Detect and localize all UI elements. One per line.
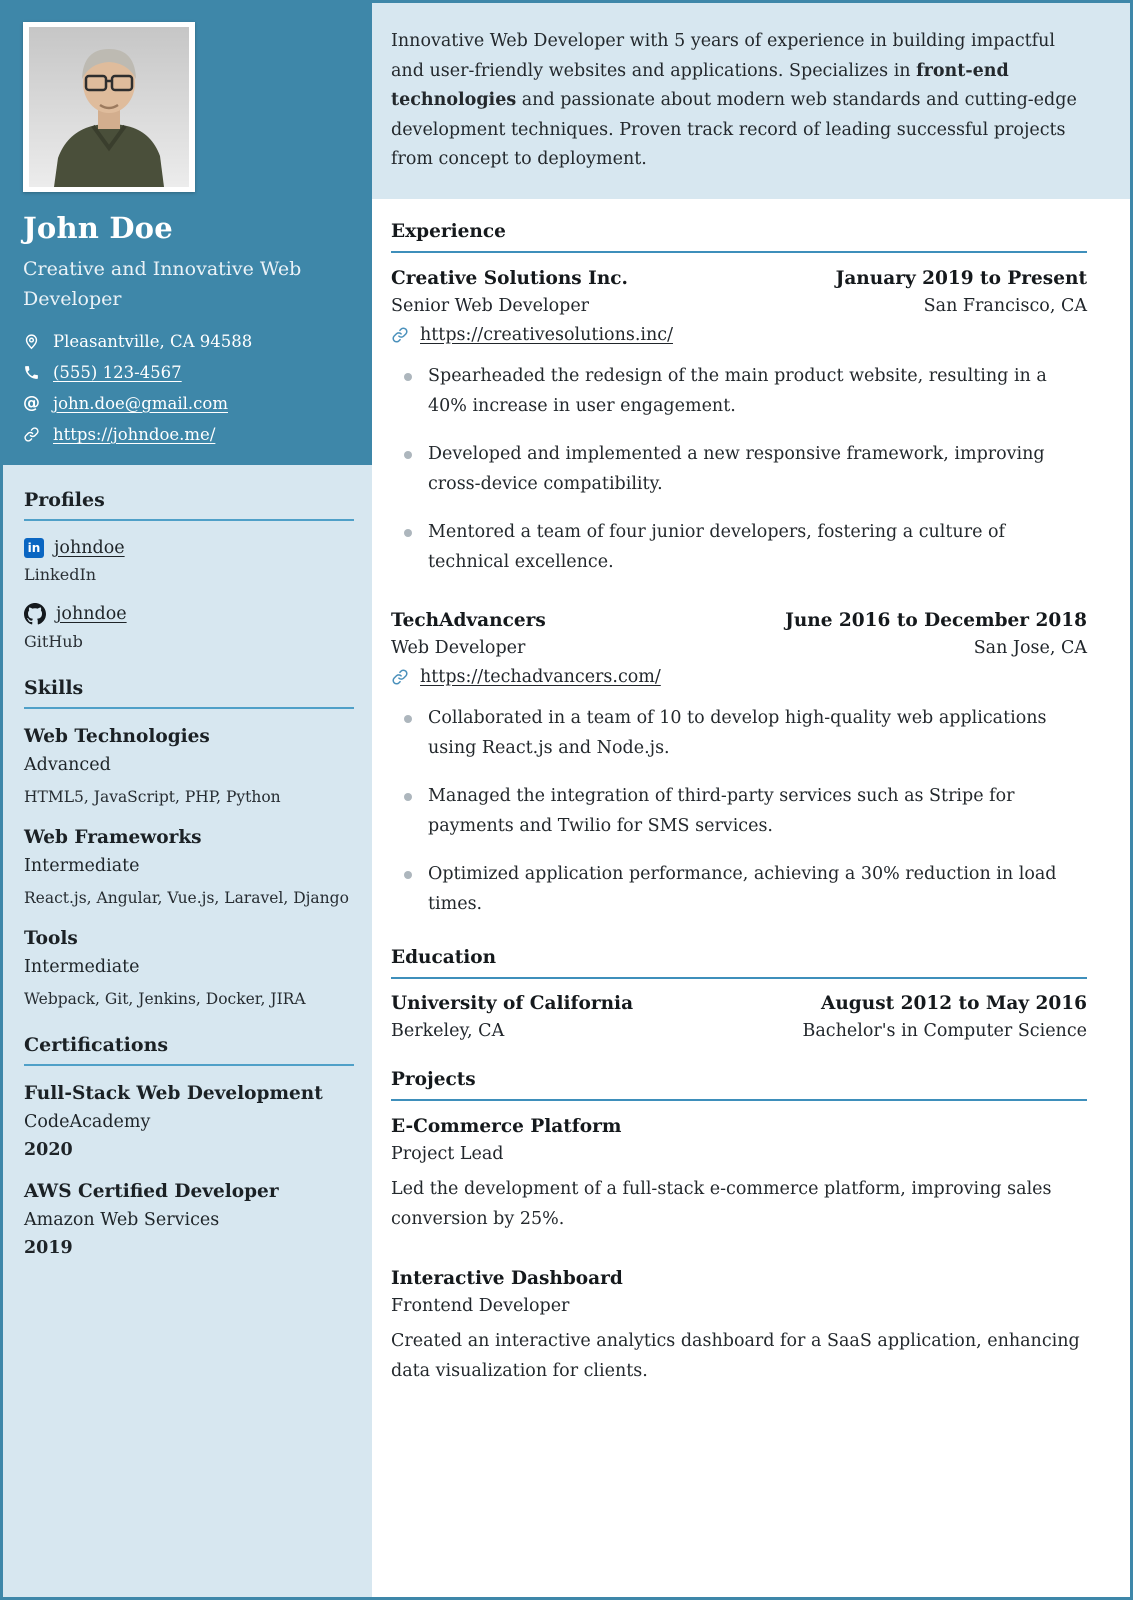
certification-name: Full-Stack Web Development xyxy=(24,1083,323,1104)
skill-name: Web Technologies xyxy=(24,726,210,747)
job-url-link[interactable]: https://techadvancers.com/ xyxy=(420,667,661,687)
job-highlights xyxy=(391,362,1087,577)
contact-phone xyxy=(23,363,352,382)
job-highlight: Developed and implemented a new responsive framework, improving cross-device compatibility. xyxy=(428,440,1087,499)
job-highlight: Collaborated in a team of 10 to develop high-quality web applications using React.js and Node.js. xyxy=(428,704,1087,763)
education-heading: Education xyxy=(391,947,1087,979)
skill-keywords: HTML5, JavaScript, PHP, Python xyxy=(24,788,281,806)
summary-bold-text: front-end technologies xyxy=(391,60,1009,110)
main-column xyxy=(372,3,1130,1597)
summary-box xyxy=(372,3,1130,199)
education-entry xyxy=(391,993,1087,1041)
contact-location-text: Pleasantville, CA 94588 xyxy=(53,332,253,351)
education-school: University of California xyxy=(391,993,634,1014)
profile-github xyxy=(24,603,354,651)
certification-item xyxy=(24,1083,354,1160)
job-company: TechAdvancers xyxy=(391,610,546,631)
project-role: Project Lead xyxy=(391,1144,504,1164)
main-content xyxy=(372,199,1130,1386)
profiles-section xyxy=(24,489,354,651)
linkedin-icon: in xyxy=(24,538,44,558)
linkedin-network-label: LinkedIn xyxy=(24,565,97,584)
summary-text: and passionate about modern web standards and cutting-edge development techniques. Proven track record of leading successful projects from concept to deployment. xyxy=(391,90,1077,169)
job-dates: June 2016 to December 2018 xyxy=(785,610,1087,631)
github-username-link[interactable]: johndoe xyxy=(56,604,127,624)
skill-group-web-technologies xyxy=(24,726,354,806)
job-company: Creative Solutions Inc. xyxy=(391,268,628,289)
github-network-label: GitHub xyxy=(24,632,83,651)
chain-link-icon xyxy=(391,668,409,686)
profiles-heading: Profiles xyxy=(24,489,354,521)
job-highlight: Managed the integration of third-party services such as Stripe for payments and Twilio for SMS services. xyxy=(428,782,1087,841)
skill-keywords: React.js, Angular, Vue.js, Laravel, Django xyxy=(24,889,349,907)
job-highlight: Mentored a team of four junior developers, fostering a culture of technical excellence. xyxy=(428,518,1087,577)
job-creative-solutions xyxy=(391,268,1087,577)
job-highlights xyxy=(391,704,1087,919)
chain-link-icon xyxy=(391,326,409,344)
skills-section xyxy=(24,677,354,1008)
skill-level: Intermediate xyxy=(24,957,140,977)
job-location: San Francisco, CA xyxy=(923,296,1087,316)
project-name: Interactive Dashboard xyxy=(391,1268,623,1289)
profile-photo xyxy=(23,22,195,192)
job-highlight: Optimized application performance, achieving a 30% reduction in load times. xyxy=(428,860,1087,919)
sidebar-top-panel xyxy=(3,3,372,465)
certification-year: 2020 xyxy=(24,1140,73,1160)
contact-list xyxy=(23,332,352,444)
contact-website-link[interactable]: https://johndoe.me/ xyxy=(53,425,216,444)
contact-location xyxy=(23,332,352,351)
contact-phone-link[interactable]: (555) 123-4567 xyxy=(53,363,182,382)
certifications-heading: Certifications xyxy=(24,1034,354,1066)
certification-item xyxy=(24,1181,354,1258)
certification-year: 2019 xyxy=(24,1238,73,1258)
skill-level: Intermediate xyxy=(24,856,140,876)
certification-issuer: Amazon Web Services xyxy=(24,1210,220,1230)
education-degree: Bachelor's in Computer Science xyxy=(802,1021,1087,1041)
linkedin-username-link[interactable]: johndoe xyxy=(54,538,125,558)
project-role: Frontend Developer xyxy=(391,1296,570,1316)
skill-name: Tools xyxy=(24,928,78,949)
job-position: Web Developer xyxy=(391,638,526,658)
skill-level: Advanced xyxy=(24,755,111,775)
skill-group-tools xyxy=(24,928,354,1008)
skills-heading: Skills xyxy=(24,677,354,709)
project-name: E-Commerce Platform xyxy=(391,1116,622,1137)
sidebar xyxy=(3,3,372,1597)
education-dates: August 2012 to May 2016 xyxy=(821,993,1087,1014)
job-location: San Jose, CA xyxy=(973,638,1087,658)
github-icon xyxy=(24,603,46,625)
contact-website xyxy=(23,425,352,444)
experience-heading: Experience xyxy=(391,221,1087,253)
project-interactive-dashboard xyxy=(391,1268,1087,1386)
contact-email xyxy=(23,394,352,413)
job-highlight: Spearheaded the redesign of the main product website, resulting in a 40% increase in user engagement. xyxy=(428,362,1087,421)
project-ecommerce-platform xyxy=(391,1116,1087,1234)
person-name: John Doe xyxy=(23,211,173,245)
map-pin-icon xyxy=(23,333,40,350)
profile-photo-illustration xyxy=(28,27,190,187)
projects-heading: Projects xyxy=(391,1069,1087,1101)
summary-text: Innovative Web Developer with 5 years of experience in building impactful and user-friendly websites and applications. Specializes in xyxy=(391,31,1056,81)
skill-name: Web Frameworks xyxy=(24,827,202,848)
phone-icon xyxy=(23,364,40,381)
chain-link-icon xyxy=(23,426,40,443)
certification-name: AWS Certified Developer xyxy=(24,1181,279,1202)
project-description: Led the development of a full-stack e-commerce platform, improving sales conversion by 25%. xyxy=(391,1179,1052,1229)
job-techadvancers xyxy=(391,610,1087,919)
skill-group-web-frameworks xyxy=(24,827,354,907)
certifications-section xyxy=(24,1034,354,1258)
contact-email-link[interactable]: john.doe@gmail.com xyxy=(53,394,228,413)
education-location: Berkeley, CA xyxy=(391,1021,505,1041)
at-sign-icon: @ xyxy=(23,393,40,413)
person-title: Creative and Innovative Web Developer xyxy=(23,258,302,310)
profile-linkedin xyxy=(24,538,354,584)
sidebar-bottom-panel xyxy=(3,465,372,1597)
certification-issuer: CodeAcademy xyxy=(24,1112,151,1132)
job-dates: January 2019 to Present xyxy=(835,268,1087,289)
job-position: Senior Web Developer xyxy=(391,296,590,316)
skill-keywords: Webpack, Git, Jenkins, Docker, JIRA xyxy=(24,990,306,1008)
project-description: Created an interactive analytics dashboard for a SaaS application, enhancing data visualization for clients. xyxy=(391,1331,1080,1381)
job-url-link[interactable]: https://creativesolutions.inc/ xyxy=(420,325,673,345)
